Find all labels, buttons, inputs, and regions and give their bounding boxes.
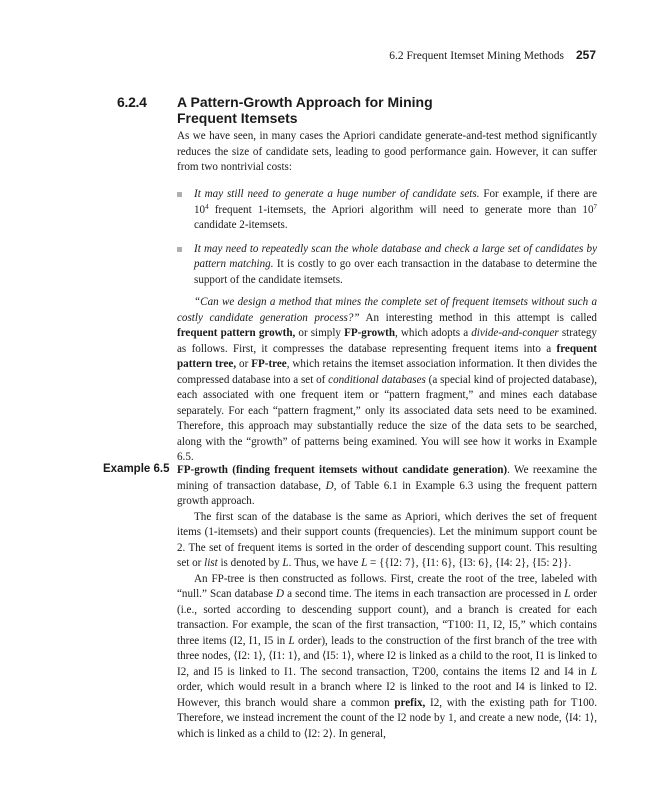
section-number: 6.2.4 — [117, 94, 147, 110]
text-run: An interesting method in this attempt is called — [359, 311, 597, 324]
math-var: L — [590, 665, 597, 678]
text-run: The first scan of the database is the same as Apriori, which derives the set of frequent items (1-itemsets) and their support counts (frequencies). Let the minimum support count be 2. The set of frequent items is sorted in the order of descending support count. This resulting set or — [177, 510, 597, 569]
exponent: 7 — [593, 202, 597, 211]
text-run: , which adopts a — [395, 327, 472, 339]
example-paragraph — [177, 510, 597, 572]
text-run: . We reexamine the mining of transaction database, — [177, 464, 597, 492]
bullet-text: It is costly to go over each transaction in the database to determine the support of the candidate itemsets. — [194, 258, 597, 286]
term: frequent pattern tree, — [177, 342, 597, 370]
running-title: 6.2 Frequent Itemset Mining Methods — [389, 50, 564, 62]
fp-growth-intro-paragraph — [177, 295, 597, 466]
text-run: strategy as follows. First, it compresses the database representing frequent items into a — [177, 327, 597, 355]
term: list — [204, 557, 218, 569]
section-title: A Pattern-Growth Approach for Mining Frequent Itemsets — [177, 94, 433, 126]
text-run: I2, with the existing path for T100. Therefore, we instead increment the count of the I2 node by 1, and create a new node, ⟨I4: 1⟩, which is linked as a child to ⟨I2: 2⟩. In general, — [177, 696, 597, 740]
math-var: L — [361, 557, 368, 569]
bullet-lead: It may still need to generate a huge number of candidate sets. — [194, 188, 480, 200]
text-run: order (i.e., sorted according to descending support count), and a branch is created for each transaction. For example, the scan of the first transaction, “T100: I1, I2, I5,” which contains three items (I2, I1, I5 in — [177, 588, 597, 647]
term: conditional databases — [328, 373, 426, 386]
text-run: order, which would result in a branch where I2 is linked to the root and I4 is linked to I2. However, this branch would share a common — [177, 681, 597, 709]
text-run: , which retains the itemset association information. It then divides the compressed database into a set of — [177, 358, 597, 386]
page-number: 257 — [575, 48, 596, 62]
text-run: is denoted by — [217, 557, 283, 569]
math-var: L — [288, 634, 295, 647]
math-var: D — [276, 588, 285, 600]
bullet-text: For example, if there are 10 — [194, 188, 598, 216]
text-run: a second time. The items in each transaction are processed in — [284, 588, 565, 600]
term: FP-tree — [251, 358, 287, 370]
bullet-marker — [177, 192, 182, 197]
bullet-text: frequent 1-itemsets, the Apriori algorithm will need to generate more than 10 — [208, 203, 594, 216]
example-paragraph — [177, 572, 597, 743]
math-var: D — [325, 479, 334, 492]
question-quote: “Can we design a method that mines the complete set of frequent itemsets without such a costly candidate generation process?” — [177, 296, 597, 324]
exponent: 4 — [205, 202, 209, 211]
example-title: FP-growth (finding frequent itemsets without candidate generation) — [177, 464, 508, 476]
text-run: . Thus, we have — [288, 557, 362, 569]
term: FP-growth — [344, 327, 396, 339]
text-run: or — [236, 358, 252, 370]
text-run: An FP-tree is then constructed as follows. First, create the root of the tree, labeled with “null.” Scan database — [177, 572, 597, 600]
bullet-lead: It may need to repeatedly scan the whole database and check a large set of candidates by pattern matching. — [194, 242, 597, 270]
term: divide-and-conquer — [471, 327, 559, 339]
bullet-list — [177, 187, 597, 296]
example-label: Example 6.5 — [103, 463, 170, 475]
running-header — [0, 48, 596, 62]
text-run: , of Table 6.1 in Example 6.3 using the frequent pattern growth approach. — [177, 479, 597, 507]
math-var: L — [282, 557, 289, 569]
term: prefix, — [394, 696, 426, 709]
text-run: (a special kind of projected database), each associated with one frequent item or “pattern fragment,” and mines each database separately. For each “pattern fragment,” only its associated data sets need to be examined. Therefore, this approach may substantially reduce the size of the data sets to be searched, along with the “growth” of patterns being examined. You will see how it works in Example 6.5. — [177, 373, 597, 463]
text-run: or simply — [295, 327, 345, 339]
bullet-item — [177, 187, 597, 234]
bullet-marker — [177, 247, 182, 252]
text-run: order), leads to the construction of the first branch of the tree with three nodes, ⟨I2: 1⟩, ⟨I1: 1⟩, and ⟨I5: 1⟩, where I2 is linked as a child to the root, I1 is linked to I2, and I5 is linked to I1. The second transaction, T200, contains the items I2 and I4 in — [177, 634, 598, 678]
term: frequent pattern growth, — [177, 327, 296, 339]
math-var: L — [564, 588, 571, 600]
bullet-text: candidate 2-itemsets. — [194, 219, 288, 231]
text-run: = {{I2: 7}, {I1: 6}, {I3: 6}, {I4: 2}, {I5: 2}}. — [367, 557, 572, 569]
bullet-item — [177, 242, 597, 289]
example-paragraph — [177, 463, 597, 510]
example-block — [177, 463, 597, 742]
intro-paragraph: As we have seen, in many cases the Apriori candidate generate-and-test method significantly reduces the size of candidate sets, leading to good performance gain. However, it can suffer from two nontrivial costs: — [177, 130, 597, 173]
